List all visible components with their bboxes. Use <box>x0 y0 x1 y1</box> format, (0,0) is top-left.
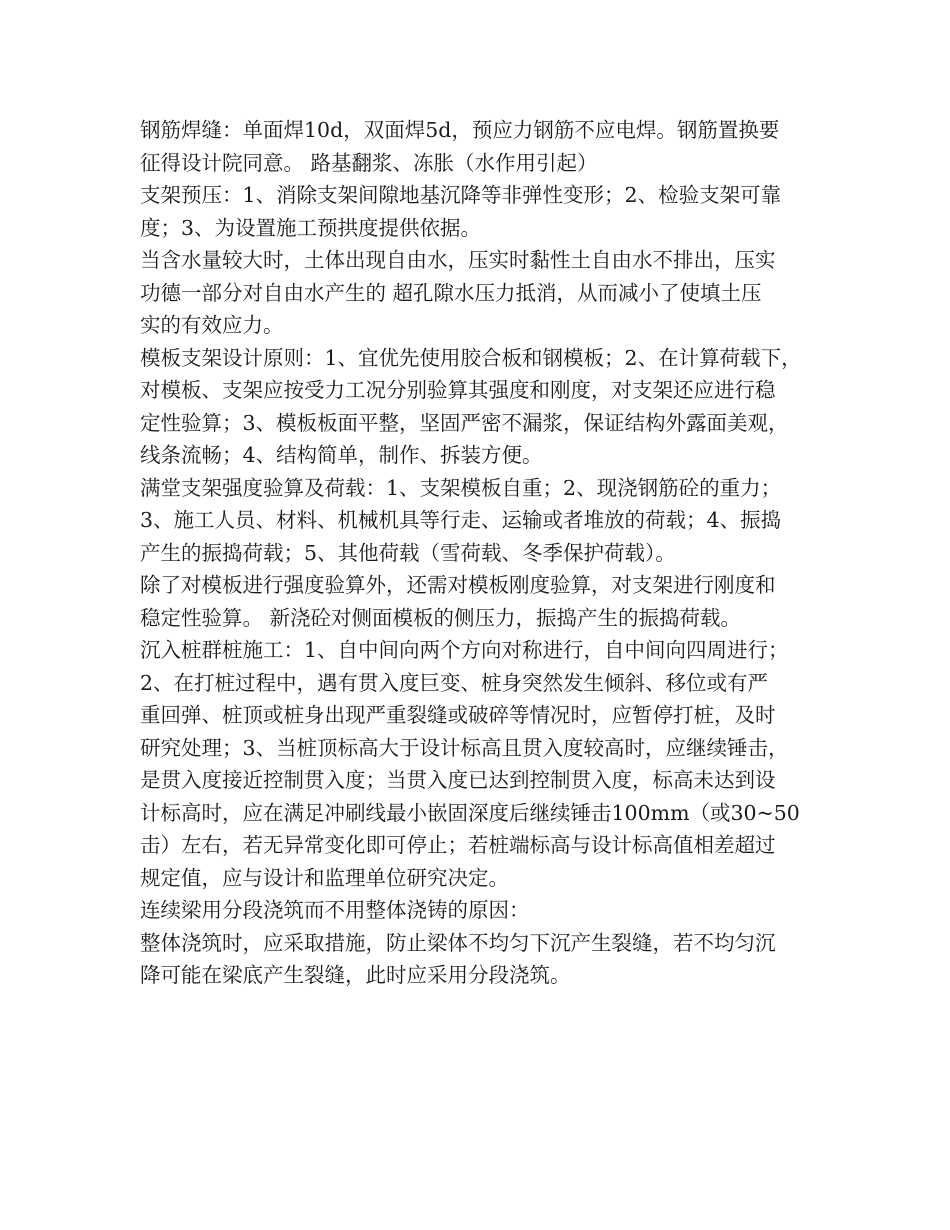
text-line: 征得设计院同意。 路基翻浆、冻胀（水作用引起） <box>140 150 598 175</box>
text-line: 对模板、支架应按受力工况分别验算其强度和刚度，对支架还应进行稳 <box>140 378 776 402</box>
text-line: 降可能在梁底产生裂缝，此时应采用分段浇筑。 <box>140 963 571 987</box>
text-line: 规定值，应与设计和监理单位研究决定。 <box>140 865 509 890</box>
text-line: 产生的振捣荷载；5、其他荷载（雪荷载、冬季保护荷载）。 <box>140 540 676 565</box>
text-line: 线条流畅；4、结构简单，制作、拆装方便。 <box>140 443 543 467</box>
text-line: 3、施工人员、材料、机械机具等行走、运输或者堆放的荷载；4、振捣 <box>140 508 782 532</box>
text-line: 研究处理；3、当桩顶标高大于设计标高且贯入度较高时，应继续锤击， <box>140 735 789 760</box>
text-line: 2、在打桩过程中，遇有贯入度巨变、桩身突然发生倾斜、移位或有严 <box>140 670 769 695</box>
text-line: 功德一部分对自由水产生的 超孔隙水压力抵消，从而减小了使填土压 <box>140 280 762 305</box>
text-line: 重回弹、桩顶或桩身出现严重裂缝或破碎等情况时，应暂停打桩，及时 <box>140 703 776 727</box>
text-line: 是贯入度接近控制贯入度；当贯入度已达到控制贯入度，标高未达到设 <box>140 768 776 792</box>
text-line: 计标高时，应在满足冲刷线最小嵌固深度后继续锤击100mm（或30~50 <box>140 800 800 825</box>
text-line: 连续梁用分段浇筑而不用整体浇铸的原因： <box>140 898 530 922</box>
text-line: 度；3、为设置施工预拱度提供依据。 <box>140 215 482 240</box>
document-body <box>140 114 830 992</box>
text-line: 支架预压：1、消除支架间隙地基沉降等非弹性变形；2、检验支架可靠 <box>140 183 782 207</box>
text-line: 定性验算；3、模板板面平整，坚固严密不漏浆，保证结构外露面美观， <box>140 410 789 435</box>
text-line: 除了对模板进行强度验算外，还需对模板刚度验算，对支架进行刚度和 <box>140 573 776 597</box>
text-line: 实的有效应力。 <box>140 313 284 337</box>
text-line: 当含水量较大时，土体出现自由水，压实时黏性土自由水不排出，压实 <box>140 248 776 272</box>
text-line: 模板支架设计原则：1、宜优先使用胶合板和钢模板；2、在计算荷载下， <box>140 345 802 370</box>
text-line: 沉入桩群桩施工：1、自中间向两个方向对称进行，自中间向四周进行； <box>140 638 789 662</box>
text-line: 击）左右，若无异常变化即可停止；若桩端标高与设计标高值相差超过 <box>140 833 776 857</box>
text-line: 整体浇筑时，应采取措施，防止梁体不均匀下沉产生裂缝，若不均匀沉 <box>140 930 776 955</box>
text-line: 满堂支架强度验算及荷载：1、支架模板自重；2、现浇钢筋砼的重力； <box>140 475 782 500</box>
text-line: 稳定性验算。 新浇砼对侧面模板的侧压力，振捣产生的振捣荷载。 <box>140 605 742 630</box>
text-line: 钢筋焊缝：单面焊10d，双面焊5d，预应力钢筋不应电焊。钢筋置换要 <box>140 118 780 142</box>
